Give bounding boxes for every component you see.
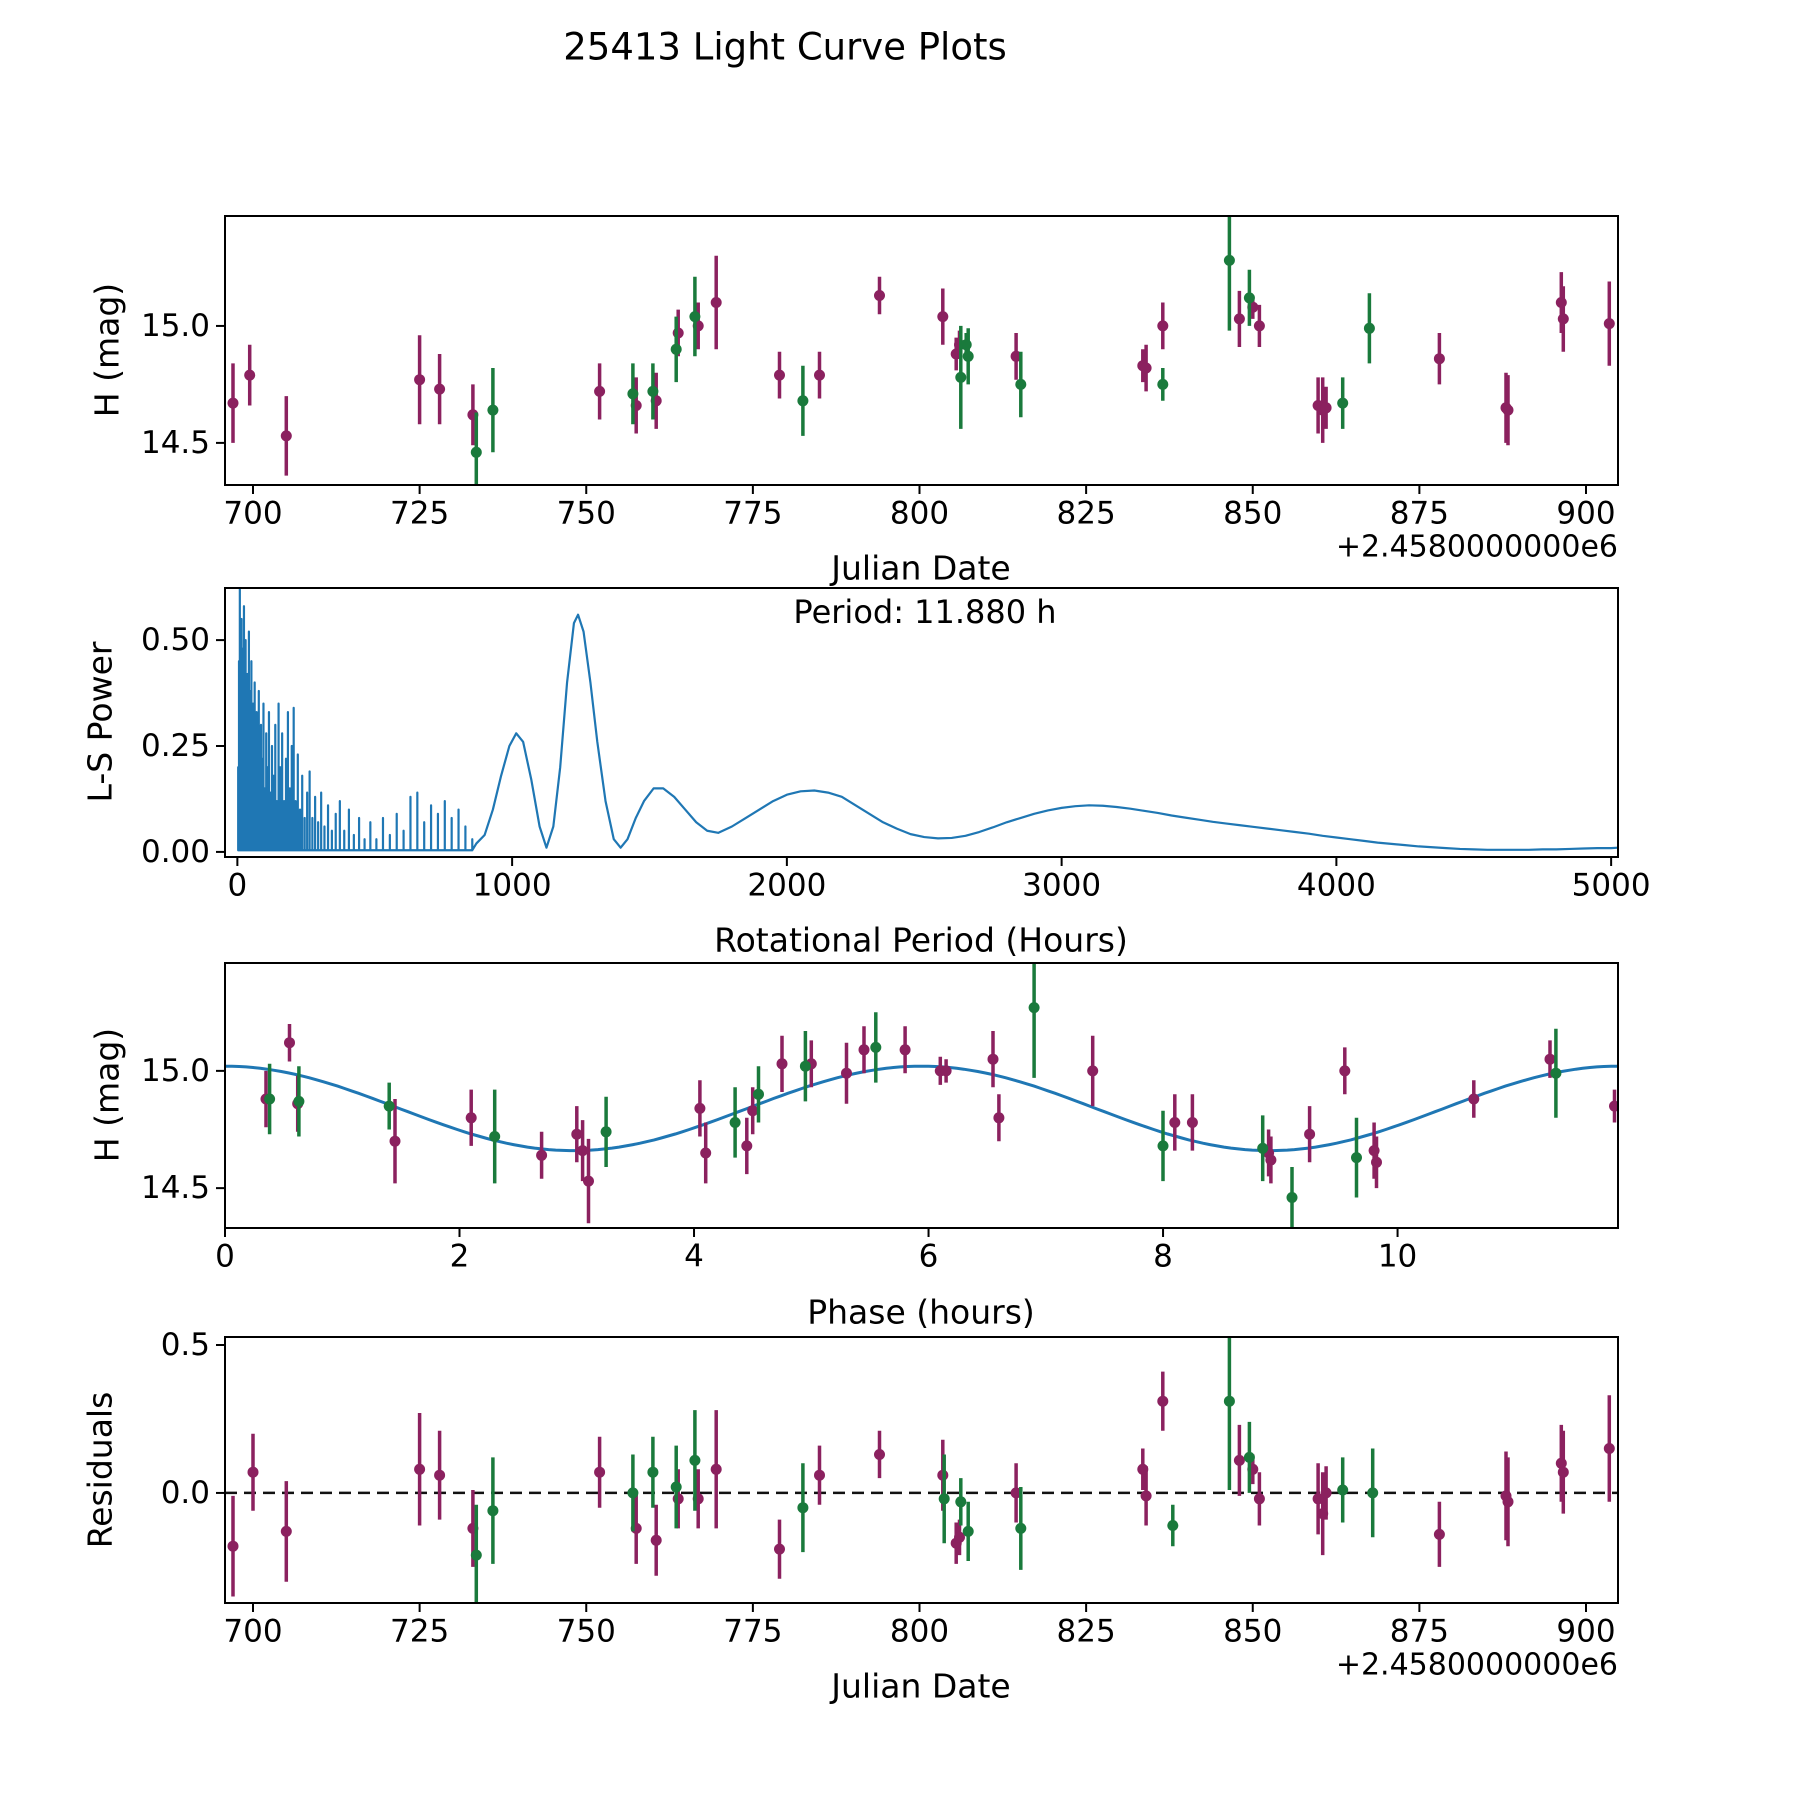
svg-text:1000: 1000 [472,867,552,904]
svg-text:0.0: 0.0 [160,1474,210,1511]
svg-text:700: 700 [223,495,283,532]
y-axis-label-jd-lightcurve: H (mag) [87,282,127,418]
svg-text:825: 825 [1056,1613,1116,1650]
x-axis-label-jd-lightcurve: Julian Date [831,548,1011,588]
x-axis-label-periodogram: Rotational Period (Hours) [714,920,1128,960]
svg-text:0: 0 [215,1238,235,1275]
figure-title: 25413 Light Curve Plots [563,25,1007,69]
x-axis-label-residuals: Julian Date [831,1666,1011,1706]
x-axis-offset-residuals: +2.4580000000e6 [1335,1647,1618,1683]
svg-text:0: 0 [227,867,248,904]
svg-text:750: 750 [556,1613,616,1650]
period-annotation: Period: 11.880 h [793,593,1057,631]
svg-text:15.0: 15.0 [140,307,210,344]
svg-text:850: 850 [1223,495,1283,532]
svg-text:825: 825 [1056,495,1116,532]
svg-text:725: 725 [390,495,450,532]
svg-text:900: 900 [1556,1613,1616,1650]
svg-text:875: 875 [1389,495,1449,532]
x-axis-label-phase-curve: Phase (hours) [807,1292,1035,1332]
svg-text:0.5: 0.5 [160,1326,210,1363]
svg-text:775: 775 [723,495,783,532]
svg-text:725: 725 [390,1613,450,1650]
subplot-periodogram [141,588,1651,903]
svg-text:5000: 5000 [1571,867,1651,904]
svg-text:3000: 3000 [1022,867,1102,904]
subplot-phase-curve [141,937,1620,1274]
y-axis-label-phase-curve: H (mag) [87,1027,127,1163]
svg-text:800: 800 [889,495,950,532]
svg-text:2000: 2000 [747,867,827,904]
subplot-jd-lightcurve [141,190,1618,531]
svg-text:0.50: 0.50 [140,622,210,659]
x-axis-offset-jd-lightcurve: +2.4580000000e6 [1335,529,1618,565]
svg-text:0.25: 0.25 [140,728,210,765]
svg-text:775: 775 [723,1613,783,1650]
svg-text:750: 750 [556,495,616,532]
svg-text:2: 2 [449,1238,470,1275]
svg-text:4000: 4000 [1296,867,1376,904]
subplot-residuals [161,1312,1618,1649]
svg-text:850: 850 [1223,1613,1283,1650]
y-axis-label-periodogram: L-S Power [80,641,120,803]
svg-text:14.5: 14.5 [140,424,210,461]
svg-text:0.00: 0.00 [140,833,210,870]
svg-text:4: 4 [684,1238,704,1275]
svg-text:800: 800 [889,1613,950,1650]
svg-text:14.5: 14.5 [140,1170,210,1207]
svg-text:10: 10 [1377,1238,1418,1275]
svg-text:900: 900 [1556,495,1616,532]
svg-text:15.0: 15.0 [140,1052,210,1089]
svg-text:875: 875 [1389,1613,1449,1650]
svg-text:700: 700 [223,1613,283,1650]
svg-text:6: 6 [918,1238,939,1275]
y-axis-label-residuals: Residuals [80,1391,120,1549]
svg-text:8: 8 [1153,1238,1173,1275]
